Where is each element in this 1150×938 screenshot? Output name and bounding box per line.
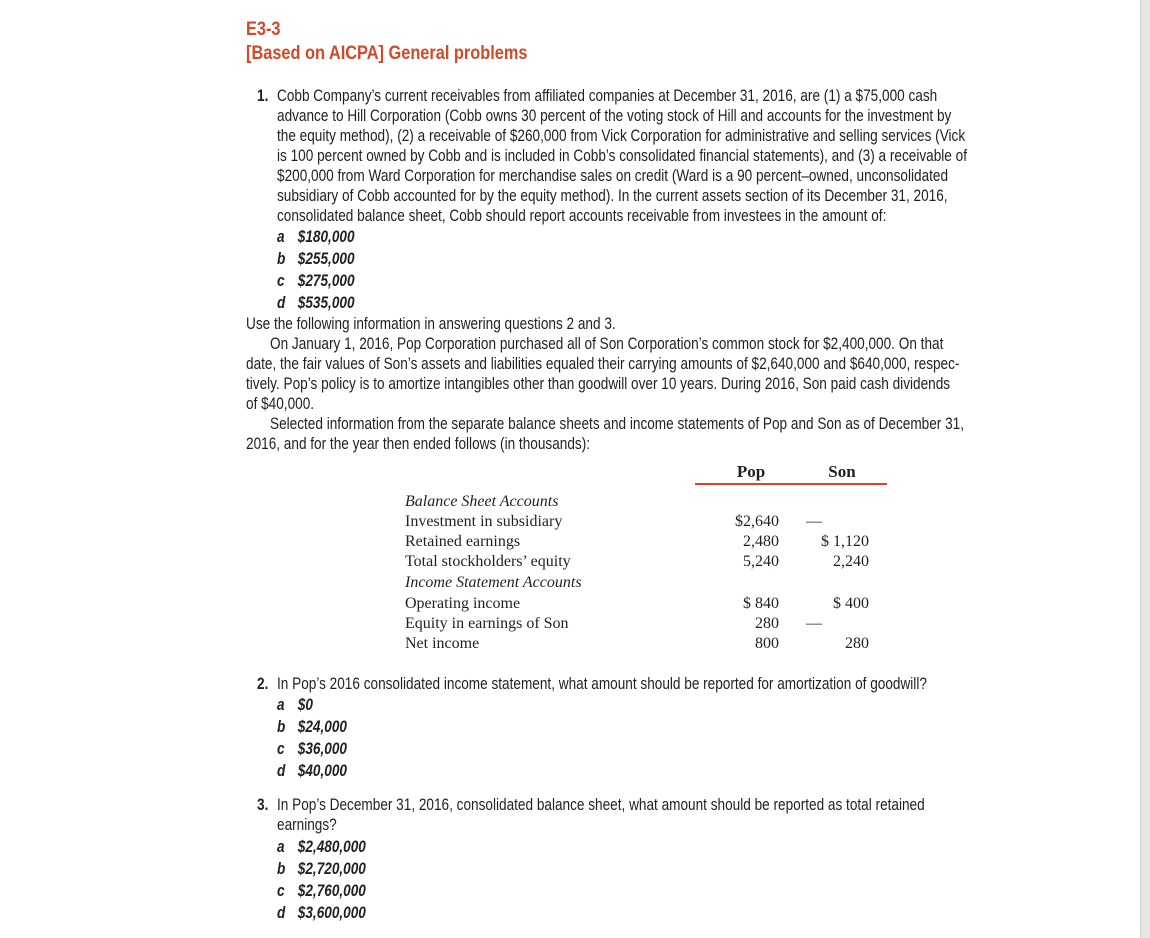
table-cell-pop: 5,240 [743, 553, 779, 570]
question-1-line: is 100 percent owned by Cobb and is included in Cobb’s consolidated financial statements), and (3) a receivable of [277, 146, 967, 165]
table-cell-pop: $ 840 [743, 595, 779, 612]
question-2-option-b: b $24,000 [277, 717, 347, 736]
table-row-label: Total stockholders’ equity [405, 553, 571, 570]
question-1-number: 1. [257, 86, 269, 105]
question-3-line: earnings? [277, 815, 337, 834]
question-1-option-d: d $535,000 [277, 293, 355, 312]
question-1-line: the equity method), (2) a receivable of $260,000 from Vick Corporation for administrative and selling services (Vick [277, 126, 966, 145]
table-cell-son: 280 [845, 635, 869, 652]
question-3-option-c: c $2,760,000 [277, 881, 366, 900]
question-2-option-d: d $40,000 [277, 761, 347, 780]
question-3-number: 3. [257, 795, 269, 814]
shared-info-para1-line: tively. Pop’s policy is to amortize intangibles other than goodwill over 10 years. During 2016, Son paid cash dividends [246, 374, 951, 393]
table-header-son: Son [828, 462, 856, 481]
table-header-pop: Pop [736, 462, 766, 481]
table-row-label: Operating income [405, 595, 521, 612]
table-cell-son: — [806, 513, 822, 530]
table-cell-son: $ 1,120 [821, 533, 869, 550]
question-1-option-c: c $275,000 [277, 271, 355, 290]
shared-info-para1-line: date, the fair values of Son’s assets and liabilities equaled their carrying amounts of $2,640,000 and $640,000, respec- [246, 354, 960, 373]
question-3-line: In Pop’s December 31, 2016, consolidated balance sheet, what amount should be reported as total retained [277, 795, 925, 814]
table-cell-son: 2,240 [833, 553, 869, 570]
shared-info-para2-line: Selected information from the separate balance sheets and income statements of Pop and Son as of December 31, [270, 414, 965, 433]
table-cell-pop: 280 [755, 615, 779, 632]
question-1-option-b: b $255,000 [277, 249, 355, 268]
shared-info-para1-line: On January 1, 2016, Pop Corporation purchased all of Son Corporation’s common stock for $2,400,000. On that [270, 334, 944, 353]
question-2-number: 2. [257, 674, 269, 693]
question-3-option-d: d $3,600,000 [277, 903, 366, 922]
table-cell-pop: $2,640 [735, 513, 779, 530]
table-cell-son: $ 400 [833, 595, 869, 612]
table-cell-pop: 800 [755, 635, 779, 652]
question-1-line: advance to Hill Corporation (Cobb owns 30 percent of the voting stock of Hill and accounts for the investment by [277, 106, 952, 125]
shared-info-para2-line: 2016, and for the year then ended follows (in thousands): [246, 434, 591, 453]
question-1-line: Cobb Company’s current receivables from affiliated companies at December 31, 2016, are (1) a $75,000 cash [277, 86, 938, 105]
table-row-label: Retained earnings [405, 533, 521, 550]
exercise-code: E3-3 [246, 19, 281, 40]
table-row-label: Equity in earnings of Son [405, 615, 569, 632]
question-3-option-b: b $2,720,000 [277, 859, 366, 878]
shared-info-intro: Use the following information in answering questions 2 and 3. [246, 314, 616, 333]
question-1-line: $200,000 from Ward Corporation for merchandise sales on credit (Ward is a 90 percent–owned, unconsolidated [277, 166, 949, 185]
table-row-label: Net income [405, 635, 480, 652]
question-2-option-a: a $0 [277, 695, 313, 714]
question-3-option-a: a $2,480,000 [277, 837, 366, 856]
question-1-line: consolidated balance sheet, Cobb should report accounts receivable from investees in the amount of: [277, 206, 887, 225]
page-edge-band [1140, 0, 1150, 938]
question-2-text: In Pop’s 2016 consolidated income statement, what amount should be reported for amortization of goodwill? [277, 674, 927, 693]
question-1-line: subsidiary of Cobb accounted for by the equity method). In the current assets section of its December 31, 2016, [277, 186, 948, 205]
table-section-income-statement: Income Statement Accounts [405, 574, 582, 591]
table-cell-pop: 2,480 [743, 533, 779, 550]
question-1-option-a: a $180,000 [277, 227, 355, 246]
table-cell-son: — [806, 615, 822, 632]
question-2-option-c: c $36,000 [277, 739, 347, 758]
table-row-label: Investment in subsidiary [405, 513, 563, 530]
table-header-rule [695, 483, 887, 485]
shared-info-para1-line: of $40,000. [246, 394, 315, 413]
table-section-balance-sheet: Balance Sheet Accounts [405, 493, 559, 510]
exercise-title: [Based on AICPA] General problems [246, 43, 528, 64]
